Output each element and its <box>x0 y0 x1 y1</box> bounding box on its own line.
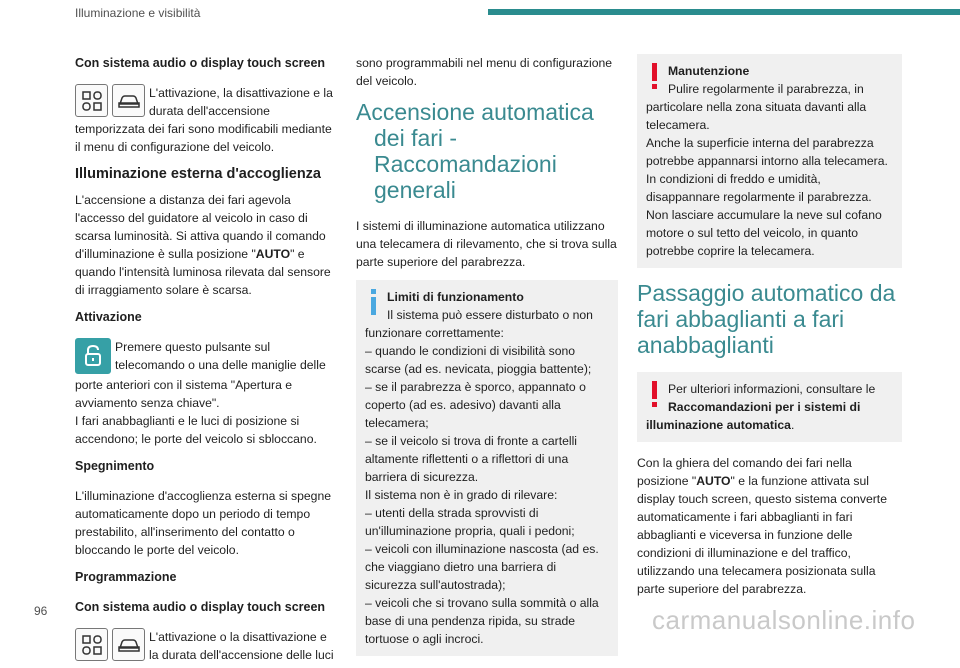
info-line: Il sistema può essere disturbato o non funzionare correttamente: <box>365 308 593 340</box>
heading-touch-screen-2: Con sistema audio o display touch screen <box>75 600 326 614</box>
activation-text-b: porte anteriori con il sistema "Apertura e avviamento senza chiave". <box>75 378 293 410</box>
touch-text-1a: L'attivazione, la disattivazione e la durata dell'accensione <box>149 86 333 118</box>
info-line: – quando le condizioni di visibilità sono scarse (ad es. nevicata, pioggia battente); <box>365 344 592 376</box>
page-header-title: Illuminazione e visibilità <box>75 6 201 20</box>
info-box-title: Limiti di funzionamento <box>387 290 524 304</box>
touch-block-1 <box>75 84 337 120</box>
off-paragraph: L'illuminazione d'accoglienza esterna si spegne automaticamente dopo un periodo di tempo prestabilito, all'inserimento del contatto o bloccando le porte del veicolo. <box>75 489 332 557</box>
heading-programming: Programmazione <box>75 570 177 584</box>
settings-menu-icon <box>75 84 108 117</box>
info-line: – veicoli che si trovano sulla sommità o alla base di una pendenza ripida, su strade tortuose o agli incroci. <box>365 596 599 646</box>
settings-menu-icon <box>75 628 108 661</box>
column-right <box>637 54 902 607</box>
warning-icon <box>648 62 662 90</box>
continued-paragraph: sono programmabili nel menu di configurazione del veicolo. <box>356 56 613 88</box>
heading-activation: Attivazione <box>75 310 142 324</box>
info-line: – veicoli con illuminazione nascosta (ad es. che viaggiano dietro una barriera di sicurezza sull'autostrada); <box>365 542 599 592</box>
info-line: – se il parabrezza è sporco, appannato o coperto (ad es. adesivo) davanti alla telecamera; <box>365 380 586 430</box>
column-left <box>75 54 337 664</box>
info-icon <box>367 288 381 316</box>
info-line: Il sistema non è in grado di rilevare: <box>365 488 558 502</box>
header-accent-bar <box>488 9 960 15</box>
warning-box-maintenance <box>637 54 902 268</box>
final-paragraph: Con la ghiera del comando dei fari nella posizione "AUTO" e la funzione attivata sul display touch screen, questo sistema converte automaticamente i fari abbaglianti in fari abbaglianti e viceversa in funzione delle condizioni di illuminazione e del traffico, utilizzando una telecamera posizionata sulla parte superiore del parabrezza. <box>637 456 887 596</box>
heading-welcome-lighting: Illuminazione esterna d'accoglienza <box>75 166 321 182</box>
warning-line: Anche la superficie interna del parabrezza potrebbe appannarsi intorno alla telecamera. In condizioni di freddo e umidità, disappannare regolarmente il parabrezza. <box>646 136 888 204</box>
page-number: 96 <box>34 604 48 618</box>
intro-paragraph: I sistemi di illuminazione automatica utilizzano una telecamera di rilevamento, che si trova sulla parte superiore del parabrezza. <box>356 219 617 269</box>
activation-text-c: I fari anabbaglianti e le luci di posizione si accendono; le porte del veicolo si sbloccano. <box>75 414 317 446</box>
car-icon <box>112 628 145 661</box>
warning-box-reference <box>637 372 902 442</box>
info-box-limits <box>356 280 618 656</box>
welcome-paragraph: L'accensione a distanza dei fari agevola l'accesso del guidatore al veicolo in caso di scarsa luminosità. Si attiva quando il comando d'illuminazione è sulla posizione "AUTO" e quando l'intensità luminosa rilevata dal sensore di irraggiamento solare è scarsa. <box>75 193 331 297</box>
section-title-auto-lights: Accensione automatica dei fari - Raccomandazioni generali <box>356 99 594 203</box>
warning-icon <box>648 380 662 408</box>
warning-line: Pulire regolarmente il parabrezza, in particolare nella zona situata davanti alla telecamera. <box>646 82 867 132</box>
unlock-icon <box>75 338 111 374</box>
touch-text-1b: temporizzata dei fari sono modificabili mediante il menu di configurazione del veicolo. <box>75 122 332 154</box>
reference-text: Per ulteriori informazioni, consultare le Raccomandazioni per i sistemi di illuminazione automatica. <box>646 382 876 432</box>
touch-text-2: L'attivazione o la disattivazione e la durata dell'accensione delle luci <box>149 630 334 662</box>
section-title-high-low-beam: Passaggio automatico da fari abbaglianti a fari anabbaglianti <box>637 280 896 358</box>
heading-off: Spegnimento <box>75 459 155 473</box>
column-middle <box>356 54 618 668</box>
heading-touch-screen-1: Con sistema audio o display touch screen <box>75 56 326 70</box>
warning-line: Non lasciare accumulare la neve sul cofano motore o sul tetto del veicolo, in quanto potrebbe coprire la telecamera. <box>646 208 882 258</box>
info-line: – se il veicolo si trova di fronte a cartelli altamente riflettenti o a riflettori di una barriera di sicurezza. <box>365 434 578 484</box>
watermark: carmanualsonline.info <box>652 605 916 635</box>
touch-block-2 <box>75 628 337 664</box>
info-line: – utenti della strada sprovvisti di un'illuminazione propria, quali i pedoni; <box>365 506 575 538</box>
activation-block <box>75 338 337 376</box>
warning-box-title: Manutenzione <box>668 64 750 78</box>
activation-text-a: Premere questo pulsante sul telecomando o una delle maniglie delle <box>115 340 326 372</box>
car-icon <box>112 84 145 117</box>
